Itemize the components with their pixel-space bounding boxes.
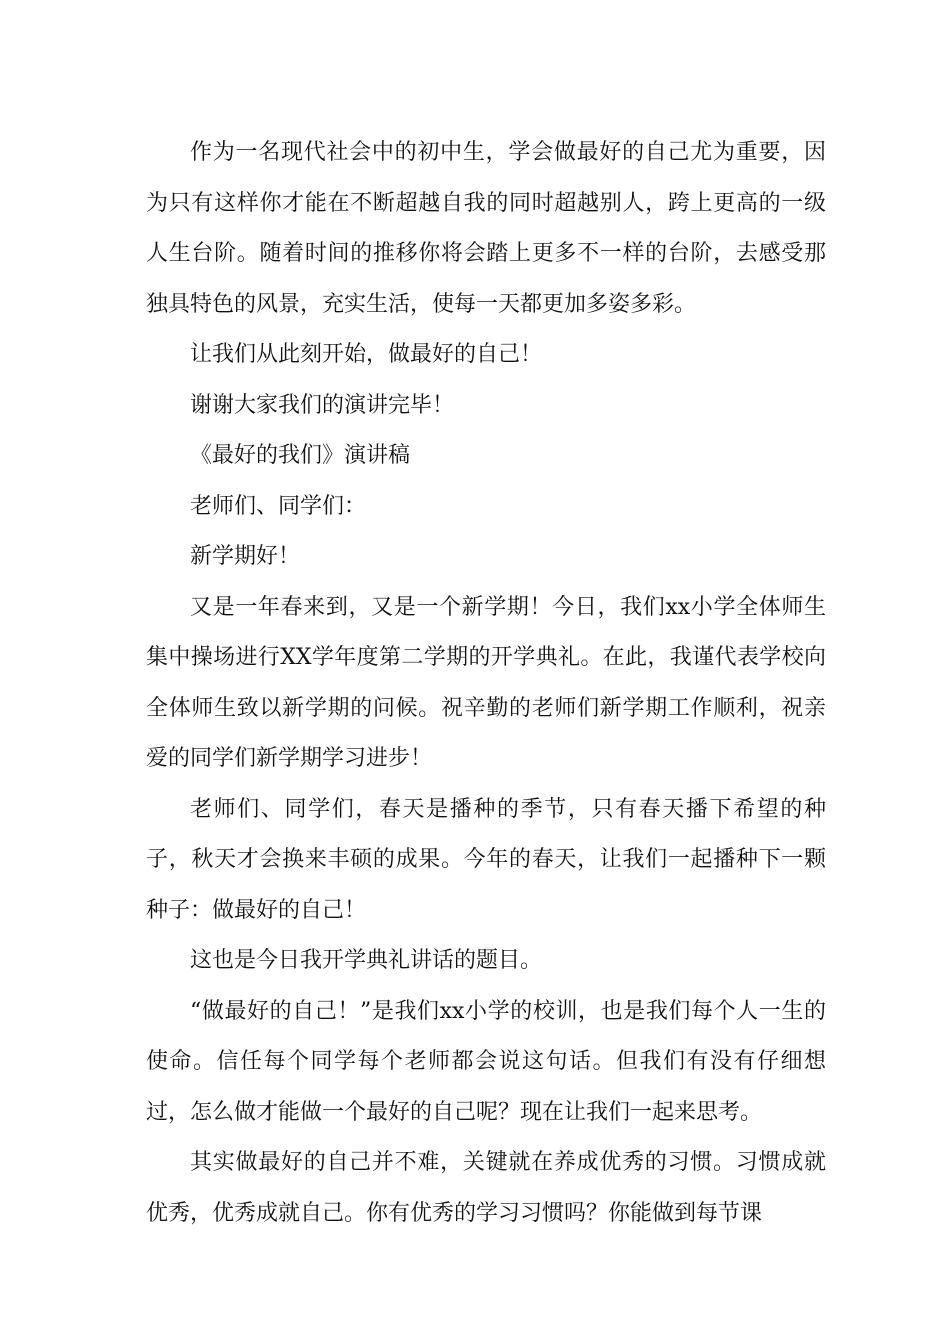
paragraph-new-term: 新学期好！ (190, 544, 301, 569)
paragraph-thanks: 谢谢大家我们的演讲完毕！ (190, 392, 455, 418)
paragraph-intro: 作为一名现代社会中的初中生，学会做最好的自己尤为重要，因为只有这样你才能在不断超越自我的同时超越别人，跨上更高的一级人生台阶。随着时间的推移你将会踏上更多不一样的台阶，去感受那独具特色的风景，充实生活，使每一天都更加多姿多彩。 (146, 140, 826, 317)
paragraph-motto: “做最好的自己！”是我们xx小学的校训，也是我们每个人一生的使命。信任每个同学每个老师都会说这句话。但我们有没有仔细想过，怎么做才能做一个最好的自己呢？现在让我们一起来思考。 (146, 998, 826, 1125)
paragraph-greeting: 老师们、同学们： (190, 493, 367, 519)
paragraph-spring: 老师们、同学们，春天是播种的季节，只有春天播下希望的种子，秋天才会换来丰硕的成果。今年的春天，让我们一起播种下一颗种子：做最好的自己！ (146, 796, 826, 923)
paragraph-ceremony: 又是一年春来到，又是一个新学期！今日，我们xx小学全体师生集中操场进行XX学年度第二学期的开学典礼。在此，我谨代表学校向全体师生致以新学期的问候。祝辛勤的老师们新学期工作顺利，祝亲爱的同学们新学期学习进步！ (146, 594, 826, 771)
paragraph-habits: 其实做最好的自己并不难，关键就在养成优秀的习惯。习惯成就优秀，优秀成就自己。你有优秀的学习习惯吗？你能做到每节课 (146, 1150, 826, 1226)
paragraph-topic: 这也是今日我开学典礼讲话的题目。 (190, 948, 543, 973)
document-body (146, 128, 826, 1239)
speech-title: 《最好的我们》演讲稿 (190, 443, 411, 468)
paragraph-start-now: 让我们从此刻开始，做最好的自己！ (190, 342, 543, 367)
